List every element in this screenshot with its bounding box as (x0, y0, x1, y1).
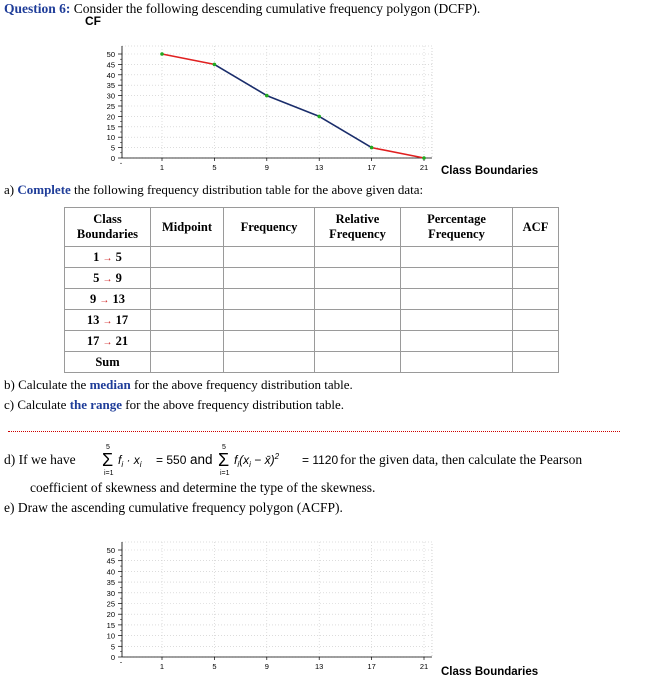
acfp-y-ticks (107, 546, 122, 662)
class-cell (65, 247, 151, 268)
dcfp-xlabel: Class Boundaries (441, 165, 539, 177)
percentage-frequency-cell[interactable] (401, 268, 513, 289)
y-tick-label: 40 (106, 567, 115, 577)
part-c-suffix: for the above frequency distribution table. (122, 397, 345, 412)
sum-label: Sum (65, 352, 151, 373)
relative-frequency-cell[interactable] (315, 352, 401, 373)
arrow-icon: → (102, 273, 113, 285)
and-word: and (190, 452, 213, 467)
arrow-icon: → (102, 315, 113, 327)
relative-frequency-cell[interactable] (315, 268, 401, 289)
data-point (422, 156, 426, 160)
y-tick-label: 15 (106, 620, 115, 630)
dcfp-y-ticks (107, 50, 122, 163)
y-tick-label: 40 (106, 70, 115, 80)
percentage-frequency-cell[interactable] (401, 289, 513, 310)
y-tick-label: 30 (106, 91, 115, 101)
part-b-suffix: for the above frequency distribution table. (130, 377, 353, 392)
class-cell (65, 310, 151, 331)
part-d-line2: coefficient of skewness and determine the type of the skewness. (30, 480, 376, 495)
header-acf (513, 208, 559, 247)
header-text: Percentage (427, 212, 486, 226)
x-tick-label: 21 (419, 662, 429, 671)
part-a-prefix: a) (4, 182, 18, 197)
x-tick-label: 9 (264, 662, 269, 671)
header-text: ACF (522, 219, 549, 234)
x-tick-label: 1 (159, 662, 165, 671)
table-row (65, 268, 559, 289)
frequency-cell[interactable] (224, 268, 315, 289)
part-a-body: the following frequency distribution table for the above given data: (70, 182, 424, 197)
x-tick-label: 5 (212, 662, 217, 671)
class-from: 13 (86, 312, 100, 327)
data-point (265, 94, 269, 98)
header-text: Frequency (428, 227, 485, 241)
y-tick-label: 30 (106, 588, 115, 598)
acf-cell[interactable] (513, 289, 559, 310)
percentage-frequency-cell[interactable] (401, 310, 513, 331)
section-divider (8, 431, 620, 432)
part-b-text (4, 377, 353, 393)
acfp-xlabel: Class Boundaries (441, 666, 539, 675)
header-relative-frequency (315, 208, 401, 247)
acfp-x-ticks (160, 657, 428, 671)
dcfp-plot-area (122, 46, 432, 158)
dcfp-grid (122, 46, 432, 158)
x-tick-label: 5 (212, 163, 217, 172)
class-to: 21 (115, 333, 129, 348)
frequency-cell[interactable] (224, 310, 315, 331)
header-text: Midpoint (161, 219, 212, 234)
acfp-grid (122, 542, 432, 657)
acf-cell[interactable] (513, 331, 559, 352)
data-point (213, 63, 217, 67)
frequency-cell[interactable] (224, 247, 315, 268)
class-cell (65, 331, 151, 352)
relative-frequency-cell[interactable] (315, 289, 401, 310)
sum1-value: = 550 (156, 453, 187, 467)
midpoint-cell[interactable] (151, 247, 224, 268)
arrow-icon: → (102, 336, 113, 348)
x-tick-label: 1 (159, 163, 165, 172)
header-frequency (224, 208, 315, 247)
arrow-icon: → (102, 252, 113, 264)
class-to: 17 (115, 312, 129, 327)
y-tick-label: 50 (106, 546, 115, 555)
y-tick-label: 10 (106, 631, 115, 641)
series-segment (162, 54, 214, 64)
header-text: Frequency (240, 219, 298, 234)
dcfp-chart (0, 14, 655, 184)
acf-cell[interactable] (513, 352, 559, 373)
class-to: 5 (115, 249, 122, 264)
frequency-cell[interactable] (224, 289, 315, 310)
x-tick-label: 17 (367, 662, 376, 671)
sum2-term: $f_i(x_i$ − x̄)$^2$ (234, 452, 280, 469)
question-text: Consider the following descending cumulative frequency polygon (DCFP). (70, 1, 481, 16)
series-segment (319, 116, 371, 147)
class-from: 17 (86, 333, 100, 348)
midpoint-cell[interactable] (151, 289, 224, 310)
midpoint-cell[interactable] (151, 268, 224, 289)
header-class-boundaries (65, 208, 151, 247)
sum1-lower: i=1 (104, 470, 114, 477)
data-point (160, 52, 164, 56)
midpoint-cell[interactable] (151, 310, 224, 331)
part-d-suffix: for the given data, then calculate the Pearson (340, 452, 583, 467)
y-tick-label: 35 (106, 578, 115, 588)
class-from: 9 (90, 291, 97, 306)
y-tick-label: 45 (106, 556, 115, 566)
y-tick-label: 0 (110, 653, 115, 662)
part-b-emph: median (89, 377, 131, 392)
x-tick-label: 17 (367, 163, 376, 172)
table-row (65, 289, 559, 310)
y-tick-label: 35 (106, 81, 115, 91)
class-from: 1 (93, 249, 100, 264)
table-sum-row (65, 352, 559, 373)
part-c-emph: the range (69, 397, 123, 412)
acfp-plot-area (122, 542, 432, 657)
acf-cell[interactable] (513, 268, 559, 289)
acf-cell[interactable] (513, 247, 559, 268)
header-midpoint (151, 208, 224, 247)
y-tick-label: 5 (110, 642, 115, 652)
part-a-emph: Complete (17, 182, 71, 197)
dcfp-x-ticks (160, 158, 428, 172)
relative-frequency-cell[interactable] (315, 247, 401, 268)
y-tick-label: 0 (110, 154, 115, 163)
series-segment (214, 64, 266, 95)
y-tick-label: 20 (106, 112, 115, 122)
table-row (65, 310, 559, 331)
part-c-prefix: c) Calculate (4, 397, 70, 412)
dcfp-ylabel: CF (85, 14, 101, 28)
part-b-prefix: b) Calculate the (4, 377, 90, 392)
header-text: Frequency (329, 227, 386, 241)
sigma-icon: Σ (218, 450, 230, 470)
percentage-frequency-cell[interactable] (401, 331, 513, 352)
part-e-text: e) Draw the ascending cumulative frequency polygon (ACFP). (4, 500, 343, 515)
sum1-term: $f_i \cdot x_i$ (118, 453, 142, 469)
table-row (65, 331, 559, 352)
header-text: Boundaries (76, 227, 139, 241)
y-tick-label: 20 (106, 610, 115, 620)
table-header-row (65, 208, 559, 247)
header-text: Relative (335, 212, 380, 226)
part-a-text (4, 182, 423, 198)
y-tick-label: 15 (106, 122, 115, 132)
y-tick-label: 45 (106, 60, 115, 70)
y-tick-label: 25 (106, 102, 115, 111)
arrow-icon: → (99, 294, 110, 306)
header-text: Class (93, 212, 122, 226)
y-tick-label: 10 (106, 133, 115, 143)
y-tick-label: 25 (106, 599, 115, 609)
acf-cell[interactable] (513, 310, 559, 331)
percentage-frequency-cell[interactable] (401, 247, 513, 268)
sigma-icon: Σ (102, 450, 114, 470)
x-tick-label: 9 (264, 163, 269, 172)
part-c-text (4, 397, 344, 413)
midpoint-cell[interactable] (151, 352, 224, 373)
x-tick-label: 13 (315, 662, 324, 671)
sum2-upper: 5 (222, 444, 226, 451)
header-percentage-frequency (401, 208, 513, 247)
x-tick-label: 13 (315, 163, 324, 172)
x-tick-label: 21 (419, 163, 429, 172)
y-tick-label: 5 (110, 143, 115, 153)
class-cell (65, 289, 151, 310)
midpoint-cell[interactable] (151, 331, 224, 352)
relative-frequency-cell[interactable] (315, 331, 401, 352)
sum1-upper: 5 (106, 444, 110, 451)
question-label: Question 6: (4, 1, 71, 16)
part-d-formula (98, 440, 358, 480)
percentage-frequency-cell[interactable] (401, 352, 513, 373)
series-segment (372, 148, 424, 158)
frequency-table (64, 207, 559, 373)
relative-frequency-cell[interactable] (315, 310, 401, 331)
table-row (65, 247, 559, 268)
frequency-cell[interactable] (224, 352, 315, 373)
class-to: 9 (115, 270, 122, 285)
class-cell (65, 268, 151, 289)
part-d-prefix: d) If we have (4, 452, 76, 467)
sum2-lower: i=1 (220, 470, 230, 477)
class-to: 13 (112, 291, 125, 306)
frequency-cell[interactable] (224, 331, 315, 352)
acfp-chart (0, 522, 655, 675)
data-point (317, 115, 321, 119)
y-tick-label: 50 (106, 50, 115, 59)
sum2-value: = 1120 (302, 453, 339, 467)
class-from: 5 (93, 270, 100, 285)
data-point (370, 146, 374, 150)
